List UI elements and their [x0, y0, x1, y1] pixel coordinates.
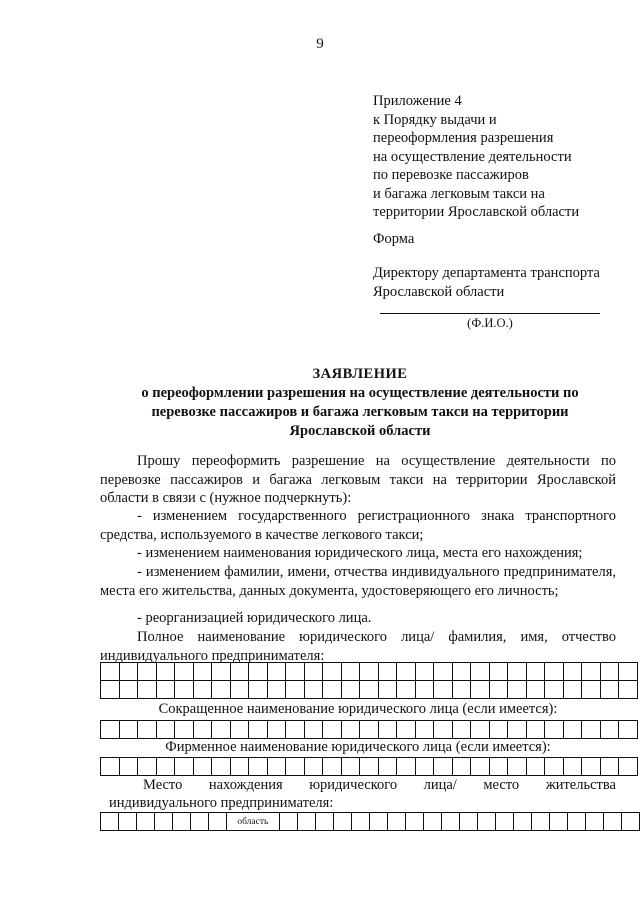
location-word: юридического [309, 777, 398, 793]
grid-cell[interactable] [249, 721, 268, 739]
grid-cell[interactable] [378, 681, 397, 699]
grid-cell[interactable] [489, 663, 508, 681]
appendix-line: территории Ярославской области [373, 204, 580, 220]
grid-cell[interactable] [360, 681, 379, 699]
grid-cell[interactable] [323, 663, 342, 681]
grid-cell[interactable] [397, 758, 416, 776]
grid-cell[interactable] [471, 758, 490, 776]
grid-cell[interactable] [495, 813, 513, 831]
grid-cell[interactable] [526, 721, 545, 739]
grid-cell[interactable] [101, 721, 120, 739]
grid-cell[interactable] [387, 813, 405, 831]
grid-cell[interactable] [249, 758, 268, 776]
grid-cell[interactable] [600, 663, 619, 681]
page-number: 9 [316, 36, 324, 52]
location-word: место [483, 777, 520, 793]
grid-cell[interactable] [119, 681, 138, 699]
grid-cell[interactable] [508, 681, 527, 699]
grid-cell[interactable] [545, 663, 564, 681]
grid-cell[interactable] [267, 663, 286, 681]
grid-cell[interactable] [489, 721, 508, 739]
grid-cell[interactable] [549, 813, 567, 831]
region-cell-label: область [227, 813, 279, 831]
grid-cell[interactable] [563, 681, 582, 699]
grid-cell[interactable] [156, 681, 175, 699]
grid-cell[interactable] [286, 758, 305, 776]
grid-cell[interactable] [304, 721, 323, 739]
grid-cell[interactable] [360, 721, 379, 739]
grid-cell[interactable] [286, 681, 305, 699]
grid-cell[interactable] [267, 758, 286, 776]
grid-row [101, 663, 638, 681]
grid-cell[interactable] [415, 758, 434, 776]
grid-cell[interactable] [101, 663, 120, 681]
grid-cell[interactable] [138, 663, 157, 681]
grid-cell[interactable] [545, 758, 564, 776]
grid-cell[interactable] [489, 681, 508, 699]
full-name-grid[interactable] [100, 662, 638, 699]
grid-cell[interactable] [585, 813, 603, 831]
grid-cell[interactable] [619, 663, 638, 681]
grid-cell[interactable] [600, 721, 619, 739]
reason-plate-change: - изменением государственного регистрационного знака транспортного средства, используемого в качестве легкового такси; [100, 508, 616, 543]
location-label-line2: индивидуального предпринимателя: [109, 795, 334, 811]
appendix-header [373, 92, 579, 222]
grid-cell[interactable] [230, 663, 249, 681]
grid-row [101, 681, 638, 699]
grid-cell[interactable] [341, 681, 360, 699]
appendix-line: Приложение 4 [373, 93, 462, 109]
appendix-line: к Порядку выдачи и [373, 111, 497, 128]
grid-cell[interactable] [459, 813, 477, 831]
grid-cell[interactable] [434, 663, 453, 681]
grid-cell[interactable] [563, 758, 582, 776]
grid-cell[interactable] [619, 721, 638, 739]
grid-cell[interactable] [341, 758, 360, 776]
grid-cell[interactable] [155, 813, 173, 831]
grid-cell[interactable] [471, 681, 490, 699]
reason-reorganization: - реорганизацией юридического лица. [137, 610, 372, 626]
grid-cell[interactable] [489, 758, 508, 776]
grid-cell[interactable] [405, 813, 423, 831]
grid-cell[interactable] [360, 758, 379, 776]
grid-cell[interactable] [582, 721, 601, 739]
grid-cell[interactable] [582, 663, 601, 681]
grid-cell[interactable] [173, 813, 191, 831]
grid-row [101, 813, 640, 831]
grid-cell[interactable] [600, 758, 619, 776]
reason-name-change: - изменением наименования юридического лица, места его нахождения; [137, 545, 583, 561]
location-word: нахождения [208, 777, 283, 793]
grid-cell[interactable] [415, 681, 434, 699]
reason-entrepreneur-change: - изменением фамилии, имени, отчества индивидуального предпринимателя, места его жительства, данных документа, удостоверяющего его личность; [100, 564, 616, 599]
grid-cell[interactable] [378, 721, 397, 739]
grid-cell[interactable] [508, 758, 527, 776]
location-word: Место [143, 777, 183, 793]
grid-cell[interactable] [193, 663, 212, 681]
grid-cell[interactable] [267, 681, 286, 699]
grid-cell[interactable] [304, 663, 323, 681]
grid-cell[interactable] [603, 813, 621, 831]
title-line: Ярославской области [289, 423, 431, 439]
title-line: перевозке пассажиров и багажа легковым такси на территории [151, 404, 569, 420]
grid-cell[interactable] [249, 681, 268, 699]
brand-name-grid[interactable] [100, 757, 638, 776]
grid-cell[interactable] [156, 721, 175, 739]
appendix-line: по перевозке пассажиров [373, 167, 529, 183]
grid-cell[interactable] [567, 813, 585, 831]
grid-row [101, 721, 638, 739]
document-title [100, 365, 620, 441]
grid-cell[interactable] [619, 758, 638, 776]
grid-cell[interactable] [508, 663, 527, 681]
grid-cell[interactable] [267, 721, 286, 739]
grid-cell[interactable] [452, 721, 471, 739]
grid-cell[interactable] [230, 758, 249, 776]
grid-cell[interactable] [175, 663, 194, 681]
grid-cell[interactable] [119, 813, 137, 831]
addressee-line: Ярославской области [373, 284, 505, 300]
grid-cell[interactable] [471, 721, 490, 739]
addressee-line: Директору департамента транспорта [373, 265, 600, 281]
grid-cell[interactable] [360, 663, 379, 681]
grid-cell[interactable] [230, 721, 249, 739]
title-main: ЗАЯВЛЕНИЕ [312, 366, 408, 382]
grid-cell[interactable] [369, 813, 387, 831]
appendix-line: и багажа легковым такси на [373, 185, 545, 202]
grid-cell[interactable] [434, 721, 453, 739]
grid-cell[interactable] [323, 681, 342, 699]
grid-cell[interactable] [101, 758, 120, 776]
grid-cell[interactable] [212, 663, 231, 681]
grid-cell[interactable] [138, 681, 157, 699]
grid-cell[interactable] [286, 663, 305, 681]
grid-cell[interactable] [508, 721, 527, 739]
grid-cell[interactable] [297, 813, 315, 831]
grid-cell[interactable] [452, 663, 471, 681]
grid-cell[interactable] [397, 721, 416, 739]
grid-cell[interactable] [212, 721, 231, 739]
grid-cell[interactable] [304, 758, 323, 776]
grid-cell[interactable] [526, 663, 545, 681]
short-name-grid[interactable] [100, 720, 638, 739]
grid-cell[interactable] [600, 681, 619, 699]
grid-cell[interactable] [513, 813, 531, 831]
grid-cell[interactable] [619, 681, 638, 699]
grid-cell[interactable] [341, 663, 360, 681]
grid-cell[interactable] [315, 813, 333, 831]
appendix-line: переоформления разрешения [373, 130, 554, 146]
grid-cell[interactable] [193, 681, 212, 699]
grid-cell[interactable] [526, 758, 545, 776]
grid-cell[interactable] [212, 681, 231, 699]
grid-cell[interactable] [545, 681, 564, 699]
grid-cell[interactable] [175, 681, 194, 699]
grid-cell[interactable] [138, 721, 157, 739]
short-name-label: Сокращенное наименование юридического лица (если имеется): [158, 701, 558, 717]
addressee [373, 264, 600, 302]
grid-cell[interactable] [193, 758, 212, 776]
grid-cell[interactable] [545, 721, 564, 739]
grid-cell[interactable] [119, 663, 138, 681]
grid-cell[interactable] [452, 758, 471, 776]
request-paragraph: Прошу переоформить разрешение на осуществление деятельности по перевозке пассажиров и багажа легковым такси на территории Ярославской области в связи с (нужное подчеркнуть): [100, 453, 616, 506]
fio-signature-line[interactable] [380, 313, 600, 314]
grid-cell[interactable] [101, 681, 120, 699]
location-word: жительства [545, 777, 616, 793]
grid-cell[interactable] [621, 813, 639, 831]
full-name-label: Полное наименование юридического лица/ фамилия, имя, отчество индивидуального предпринимателя: [100, 629, 616, 664]
grid-cell[interactable] [156, 758, 175, 776]
grid-cell[interactable] [582, 758, 601, 776]
grid-cell[interactable] [423, 813, 441, 831]
grid-cell[interactable] [434, 758, 453, 776]
grid-cell[interactable] [341, 721, 360, 739]
location-label-line [143, 777, 616, 794]
title-line: о переоформлении разрешения на осуществление деятельности по [141, 385, 579, 401]
grid-cell[interactable] [415, 721, 434, 739]
grid-cell[interactable] [279, 813, 297, 831]
grid-cell[interactable] [175, 758, 194, 776]
location-word: лица/ [423, 777, 457, 793]
grid-row [101, 758, 638, 776]
grid-cell[interactable] [230, 681, 249, 699]
grid-cell[interactable] [286, 721, 305, 739]
grid-cell[interactable] [526, 681, 545, 699]
grid-cell[interactable] [323, 721, 342, 739]
grid-cell[interactable] [119, 758, 138, 776]
grid-cell[interactable] [137, 813, 155, 831]
grid-cell[interactable] [434, 681, 453, 699]
grid-cell[interactable] [378, 663, 397, 681]
grid-cell[interactable] [304, 681, 323, 699]
grid-cell[interactable] [415, 663, 434, 681]
grid-cell[interactable] [175, 721, 194, 739]
grid-cell[interactable] [441, 813, 459, 831]
grid-cell[interactable] [333, 813, 351, 831]
grid-cell[interactable] [378, 758, 397, 776]
form-label: Форма [373, 231, 415, 247]
grid-cell[interactable] [531, 813, 549, 831]
appendix-line: на осуществление деятельности [373, 148, 572, 165]
grid-cell[interactable] [101, 813, 119, 831]
brand-name-label: Фирменное наименование юридического лица (если имеется): [165, 739, 551, 755]
grid-cell[interactable] [249, 663, 268, 681]
grid-cell[interactable] [477, 813, 495, 831]
grid-cell[interactable] [193, 721, 212, 739]
grid-cell[interactable] [397, 681, 416, 699]
grid-cell[interactable] [563, 663, 582, 681]
grid-cell[interactable] [452, 681, 471, 699]
grid-cell[interactable] [209, 813, 227, 831]
region-grid[interactable] [100, 812, 640, 831]
grid-cell[interactable] [156, 663, 175, 681]
grid-cell[interactable] [351, 813, 369, 831]
grid-cell[interactable] [471, 663, 490, 681]
grid-cell[interactable] [138, 758, 157, 776]
grid-cell[interactable] [212, 758, 231, 776]
grid-cell[interactable] [323, 758, 342, 776]
grid-cell[interactable] [582, 681, 601, 699]
grid-cell[interactable] [397, 663, 416, 681]
grid-cell[interactable] [119, 721, 138, 739]
fio-caption: (Ф.И.О.) [467, 316, 513, 330]
grid-cell[interactable] [563, 721, 582, 739]
grid-cell[interactable] [191, 813, 209, 831]
